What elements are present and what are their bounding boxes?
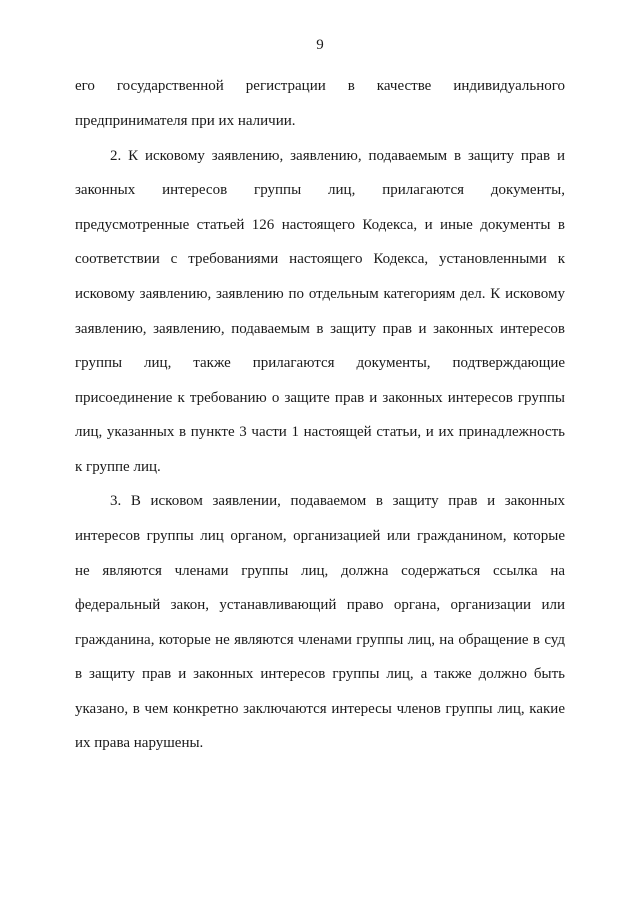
- text-line: исковому заявлению, заявлению по отдельным категориям дел. К исковому: [75, 286, 565, 302]
- text-line: его государственной регистрации в качестве индивидуального: [75, 78, 565, 94]
- text-line: группы лиц, также прилагаются документы, подтверждающие: [75, 355, 565, 371]
- text-line: заявлению, заявлению, подаваемым в защиту прав и законных интересов: [75, 321, 565, 337]
- text-line: законных интересов группы лиц, прилагаются документы,: [75, 182, 565, 198]
- text-line: 3. В исковом заявлении, подаваемом в защиту прав и законных: [110, 493, 565, 509]
- text-line: указано, в чем конкретно заключаются интересы членов группы лиц, какие: [75, 701, 565, 717]
- text-line: их права нарушены.: [75, 735, 204, 751]
- page-number: 9: [316, 37, 324, 53]
- text-line: соответствии с требованиями настоящего Кодекса, установленными к: [75, 251, 565, 267]
- text-line: интересов группы лиц органом, организацией или гражданином, которые: [75, 528, 565, 544]
- text-line: не являются членами группы лиц, должна содержаться ссылка на: [75, 563, 565, 579]
- text-line: предпринимателя при их наличии.: [75, 113, 296, 129]
- text-line: гражданина, которые не являются членами группы лиц, на обращение в суд: [75, 632, 565, 648]
- text-line: к группе лиц.: [75, 459, 161, 475]
- text-line: федеральный закон, устанавливающий право органа, организации или: [75, 597, 565, 613]
- text-line: 2. К исковому заявлению, заявлению, подаваемым в защиту прав и: [110, 148, 565, 164]
- text-line: присоединение к требованию о защите прав и законных интересов группы: [75, 390, 565, 406]
- text-line: в защиту прав и законных интересов группы лиц, а также должно быть: [75, 666, 565, 682]
- text-line: предусмотренные статьей 126 настоящего Кодекса, и иные документы в: [75, 217, 565, 233]
- text-line: лиц, указанных в пункте 3 части 1 настоящей статьи, и их принадлежность: [75, 424, 565, 440]
